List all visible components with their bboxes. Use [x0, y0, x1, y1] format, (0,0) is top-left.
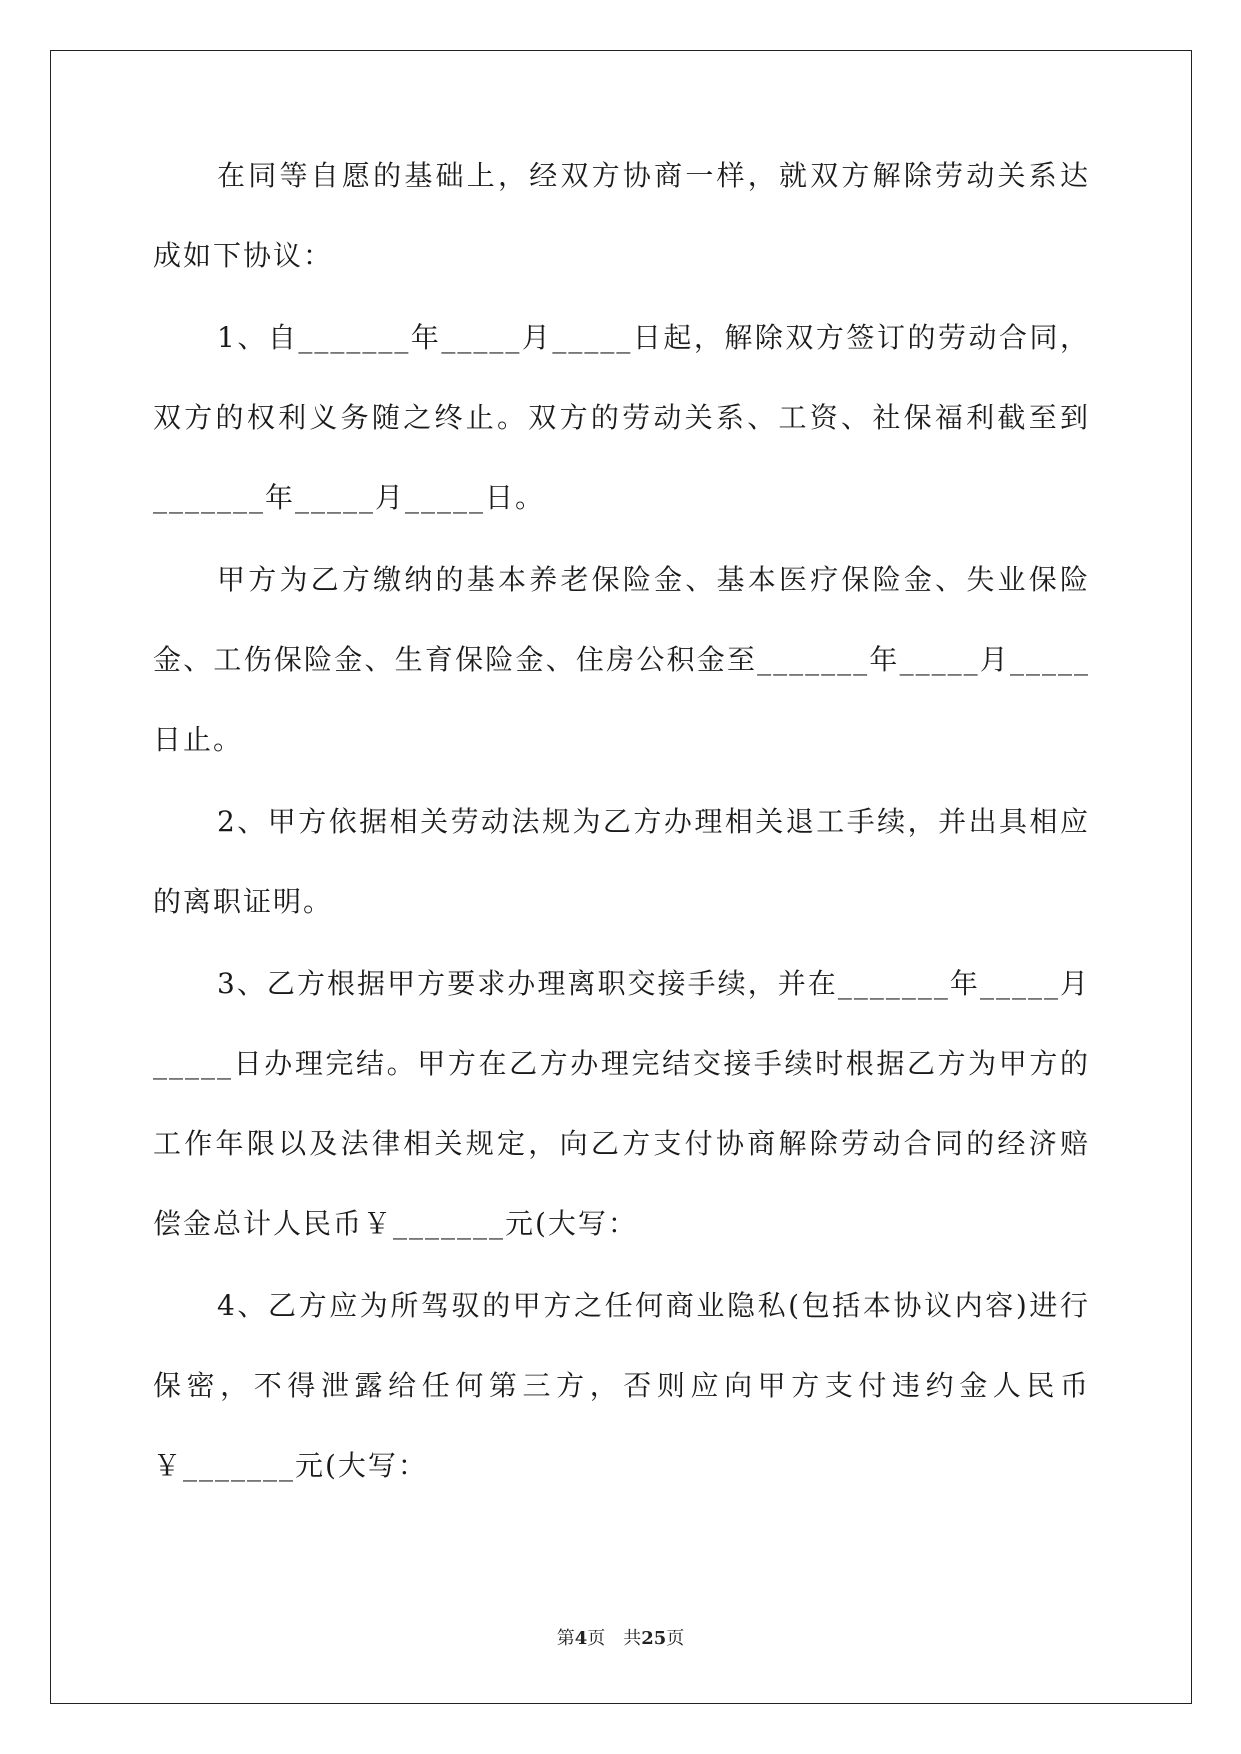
clause-4-line-1: 4、乙方应为所驾驭的甲方之任何商业隐私(包括本协议内容)进行	[217, 1289, 1090, 1322]
clause-1-line-3: _______年_____月_____日。	[153, 481, 546, 514]
document-body	[153, 161, 1090, 1481]
insurance-paragraph-line-2: 金、工伤保险金、生育保险金、住房公积金至_______年_____月_____	[153, 643, 1090, 676]
clause-4-line-2: 保密，不得泄露给任何第三方，否则应向甲方支付违约金人民币	[153, 1369, 1090, 1402]
clause-3-line-1: 3、乙方根据甲方要求办理离职交接手续，并在_______年_____月	[217, 967, 1090, 1000]
clause-3-line-3: 工作年限以及法律相关规定，向乙方支付协商解除劳动合同的经济赔	[153, 1127, 1090, 1160]
clause-3-line-4: 偿金总计人民币￥_______元(大写：	[153, 1207, 638, 1240]
clause-1-line-1: 1、自_______年_____月_____日起，解除双方签订的劳动合同，	[217, 321, 1090, 354]
page-suffix: 页	[587, 1628, 606, 1649]
clause-3-line-2: _____日办理完结。甲方在乙方办理完结交接手续时根据乙方为甲方的	[153, 1047, 1090, 1080]
total-suffix: 页	[666, 1628, 685, 1649]
page-footer	[0, 1628, 1241, 1650]
paragraph-intro-line-1: 在同等自愿的基础上，经双方协商一样，就双方解除劳动关系达	[217, 159, 1090, 192]
insurance-paragraph-line-3: 日止。	[153, 723, 244, 756]
insurance-paragraph-line-1: 甲方为乙方缴纳的基本养老保险金、基本医疗保险金、失业保险	[217, 563, 1090, 596]
clause-2-line-1: 2、甲方依据相关劳动法规为乙方办理相关退工手续，并出具相应	[217, 805, 1090, 838]
page-prefix: 第	[556, 1628, 575, 1649]
clause-4-line-3: ￥_______元(大写：	[153, 1449, 428, 1482]
page-number: 4	[574, 1628, 588, 1649]
clause-2-line-2: 的离职证明。	[153, 885, 334, 918]
total-prefix: 共	[623, 1628, 642, 1649]
clause-1-line-2: 双方的权利义务随之终止。双方的劳动关系、工资、社保福利截至到	[153, 401, 1090, 434]
paragraph-intro-line-2: 成如下协议：	[153, 239, 334, 272]
page-total: 25	[641, 1628, 667, 1649]
